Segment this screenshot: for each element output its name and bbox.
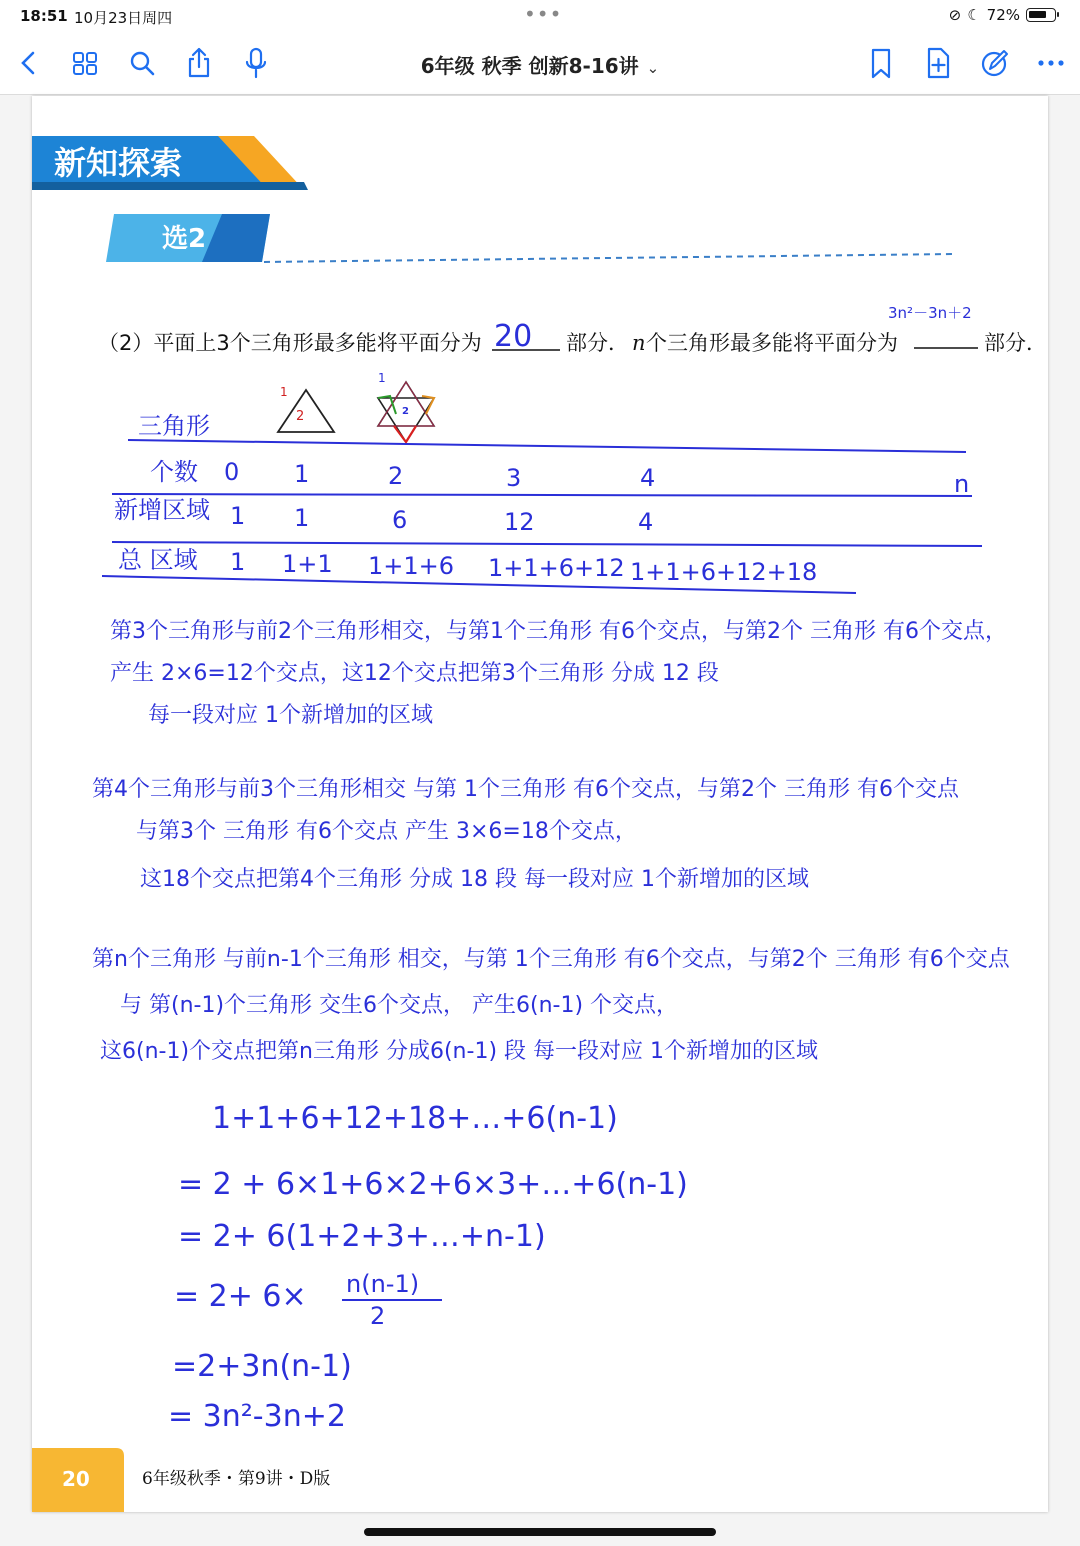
toolbar xyxy=(0,32,1080,95)
question xyxy=(98,304,1047,355)
more-icon[interactable] xyxy=(1036,46,1066,80)
question-pre: （2）平面上3个三角形最多能将平面分为 xyxy=(98,331,482,355)
row2-label: 新增区域 xyxy=(114,496,210,524)
document-page[interactable] xyxy=(32,96,1048,1512)
page-number: 20 xyxy=(62,1467,90,1491)
triangle-figure-1 xyxy=(278,385,334,432)
page-canvas xyxy=(32,96,1048,1512)
row1-cell-2: 2 xyxy=(388,462,404,490)
question-mid: 部分． xyxy=(566,331,629,355)
note-line-1: 第3个三角形与前2个三角形相交，与第1个三角形 有6个交点，与第2个 三角形 有6个交点， xyxy=(110,619,1007,644)
subbanner-title: 选2 xyxy=(162,224,207,254)
row2-cell-4: 4 xyxy=(638,508,654,536)
row1-label: 三角形 xyxy=(138,412,210,440)
fig1-inside: 2 xyxy=(296,409,305,424)
battery-percent: 72% xyxy=(986,6,1020,24)
derivation-line-5: =2+3n(n-1) xyxy=(172,1349,352,1384)
question-mid2: 个三角形最多能将平面分为 xyxy=(646,331,898,355)
table-cells xyxy=(114,412,969,586)
clock: 18:51 xyxy=(20,7,68,25)
note-line-5: 与第3个 三角形 有6个交点 产生 3×6=18个交点， xyxy=(136,819,637,844)
triangle-figure-2 xyxy=(378,371,434,442)
note-line-9: 这6(n-1)个交点把第n三角形 分成6(n-1) 段 每一段对应 1个新增加的区域 xyxy=(100,1039,818,1064)
row2-cell-3: 12 xyxy=(504,508,535,536)
home-indicator[interactable] xyxy=(364,1528,716,1536)
page-footer xyxy=(32,1448,330,1512)
banner-title: 新知探索 xyxy=(54,144,183,182)
answer-2: 3n²－3n＋2 xyxy=(888,304,972,322)
note-line-6: 这18个交点把第4个三角形 分成 18 段 每一段对应 1个新增加的区域 xyxy=(140,867,809,892)
battery-fill xyxy=(1029,11,1046,18)
moon-icon: ☾ xyxy=(967,6,981,24)
row1-cell-4: 4 xyxy=(640,464,656,492)
banner xyxy=(32,136,308,190)
chevron-down-icon: ⌄ xyxy=(646,59,660,77)
add-page-icon[interactable] xyxy=(923,46,953,80)
document-title-text: 6年级 秋季 创新8-16讲 xyxy=(420,54,639,78)
row3-cell-3: 1+1+6+12 xyxy=(488,554,625,582)
battery-icon xyxy=(1026,8,1056,22)
row1-cell-0: 0 xyxy=(224,458,240,486)
bookmark-icon[interactable] xyxy=(866,46,896,80)
fig1-label: 1 xyxy=(280,385,288,399)
fig2-label: 1 xyxy=(378,371,386,385)
derivation-line-3: = 2+ 6(1+2+3+…+n-1) xyxy=(178,1219,546,1254)
row1b-label: 个数 xyxy=(150,458,198,486)
row1-cell-1: 1 xyxy=(294,460,310,488)
row3-cell-1: 1+1 xyxy=(282,550,333,578)
row3-label: 总 区域 xyxy=(118,546,198,574)
row2-cell-1: 1 xyxy=(294,504,310,532)
row2-cell-0: 1 xyxy=(230,502,246,530)
derivation-line-2: = 2 + 6×1+6×2+6×3+…+6(n-1) xyxy=(178,1167,688,1202)
date: 10月23日周四 xyxy=(74,9,173,27)
row1-cell-5: n xyxy=(954,470,970,498)
note-line-8: 与 第(n-1)个三角形 交生6个交点， 产生6(n-1) 个交点， xyxy=(120,993,679,1018)
status-icons xyxy=(949,6,1056,24)
row3-cell-0: 1 xyxy=(230,548,246,576)
footer-text: 6年级秋季・第9讲・D版 xyxy=(142,1469,331,1489)
row3-cell-4: 1+1+6+12+18 xyxy=(630,558,818,586)
derivation xyxy=(168,1101,688,1434)
note-line-7: 第n个三角形 与前n-1个三角形 相交，与第 1个三角形 有6个交点，与第2个 三角形 有6个交点 xyxy=(92,947,1010,972)
note-line-4: 第4个三角形与前3个三角形相交 与第 1个三角形 有6个交点，与第2个 三角形 有6个交点 xyxy=(92,777,959,802)
row1-cell-3: 3 xyxy=(506,464,522,492)
svg-text:2: 2 xyxy=(402,406,409,417)
question-n: n xyxy=(632,331,646,355)
derivation-line-1: 1+1+6+12+18+…+6(n-1) xyxy=(212,1101,618,1136)
fraction-numerator: n(n-1) xyxy=(346,1270,420,1298)
pen-icon[interactable] xyxy=(980,46,1010,80)
note-line-2: 产生 2×6=12个交点，这12个交点把第3个三角形 分成 12 段 xyxy=(110,661,719,686)
row2-cell-2: 6 xyxy=(392,506,408,534)
subbanner xyxy=(106,214,954,262)
handwritten-notes xyxy=(92,619,1011,1064)
note-line-3: 每一段对应 1个新增加的区域 xyxy=(148,703,433,728)
link-icon: ⊘ xyxy=(948,6,962,24)
question-end: 部分． xyxy=(984,331,1047,355)
document-title[interactable] xyxy=(0,50,1080,79)
multitask-dots-icon[interactable]: ••• xyxy=(524,2,563,26)
fraction-denominator: 2 xyxy=(370,1302,386,1330)
derivation-line-4: = 2+ 6× xyxy=(174,1279,307,1314)
derivation-line-6: = 3n²-3n+2 xyxy=(168,1399,346,1434)
answer-1: 20 xyxy=(494,319,533,354)
status-bar xyxy=(0,0,1080,32)
row3-cell-2: 1+1+6 xyxy=(368,552,455,580)
